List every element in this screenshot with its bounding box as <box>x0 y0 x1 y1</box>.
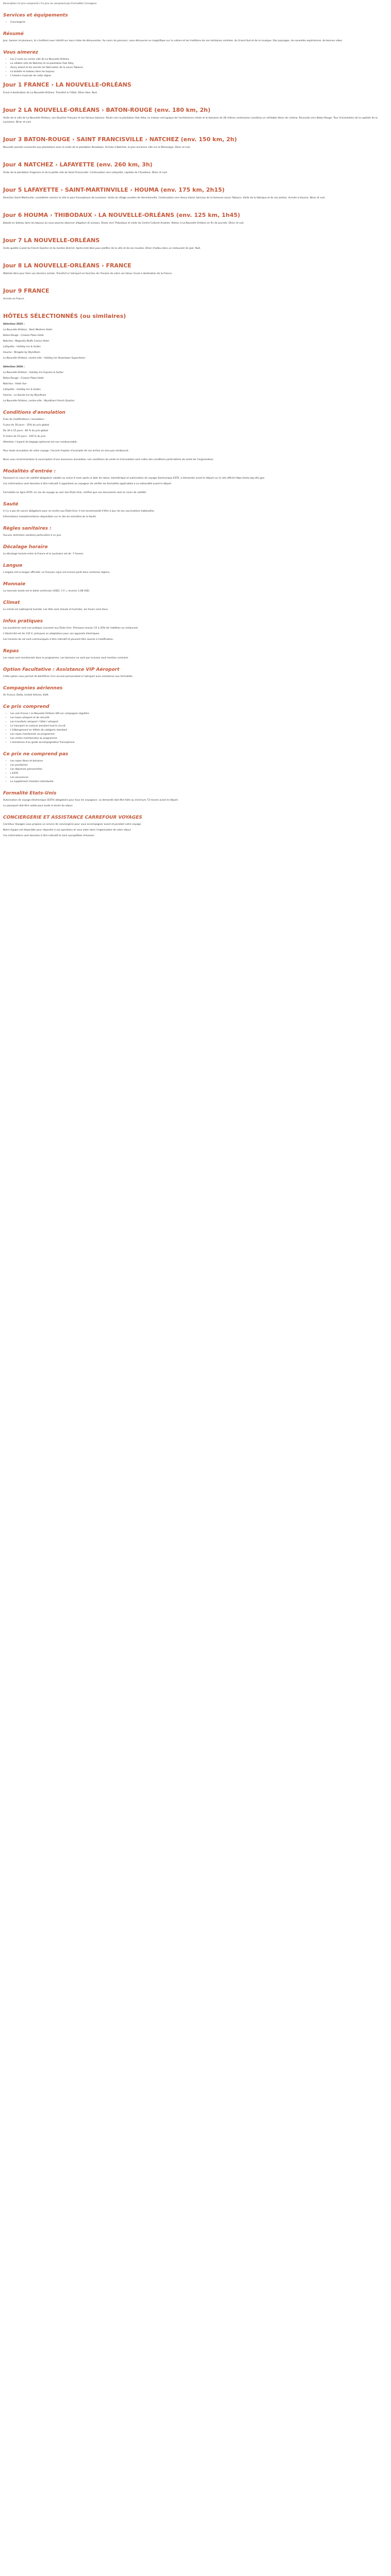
list-item: • Avery Island et les secrets de fabrication de la sauce Tabasco <box>10 66 382 70</box>
formalites-line: Ces informations sont données à titre indicatif. Il appartient au voyageur de vérifier les formalités applicables à sa nationalité avant le départ. <box>3 483 172 485</box>
list-item: • L'assistance d'un guide accompagnateur francophone <box>10 741 382 745</box>
compagnies-text: Air France, Delta, United Airlines, KLM. <box>3 694 49 697</box>
list-item: • Les repas mentionnés au programme <box>10 733 382 737</box>
day-2-text: Visite de la ville de La Nouvelle-Orléans, son Quartier Français et ses fameux balcons. Route vers la plantation Oak Alley. La maison est typique de l'architecture créole et le domaine de 28 chênes centenaires constitue un véritable décor de cinéma. Poursuite vers Baton-Rouge. Tour d'orientation de la capitale de la Louisiane. Dîner et nuit. <box>3 117 378 124</box>
day-6-text: Balade en bateau dans les bayous où vous pourrez observer alligators et oiseaux. Route vers Thibodaux et visite du Centre Culturel Acadien. Retour à La Nouvelle-Orléans en fin de journée. Dîner et nuit. <box>3 222 245 225</box>
conditions-line: À plus de 30 jours : 35% du prix global <box>3 424 50 427</box>
conditions-line: Attention, l'aspect de bagage optionnel est non remboursable. <box>3 441 78 444</box>
climat-text: Le climat est subtropical humide. Les étés sont chauds et humides, les hivers sont doux. <box>3 608 109 611</box>
hotels-group-2025: Sélection 2025 : <box>3 323 25 326</box>
vol-title: Option Facultative : Assistance VIP Aéroport <box>3 667 120 672</box>
list-item: • La célèbre ville de Natchez et sa plantation Oak Alley <box>10 62 382 66</box>
hotel-line: Lafayette : Holiday Inn & Suites <box>3 388 41 391</box>
hotel-line: Houma : Wingate by Wyndham <box>3 351 40 354</box>
day-3-title: Jour 3 BATON-ROUGE › SAINT FRANCISVILLE › NATCHEZ (env. 150 km, 2h) <box>3 136 237 143</box>
list-item: • Les pourboires <box>10 764 382 768</box>
hotel-line: Natchez : Hotel Vue <box>3 383 27 385</box>
hotel-line: La Nouvelle-Orléans, centre-ville : Wyndham French Quarter <box>3 400 75 402</box>
list-item: • L'ESTA <box>10 772 382 776</box>
document <box>0 0 385 838</box>
intro-line: Description Ce prix comprend / Ce prix ne comprend pas Formalités Consignes <box>3 3 97 5</box>
hotels-title: HÔTELS SÉLECTIONNÉS (ou similaires) <box>3 313 126 319</box>
decalage-title: Décalage horaire <box>3 545 48 550</box>
services-list <box>3 21 382 25</box>
list-item: • Conciergerie <box>10 21 382 25</box>
formalites-line: Passeport en cours de validité obligatoire valable au moins 6 mois après la date de retour, biométrique et autorisation de voyage électronique ESTA, à demander avant le départ sur le site officiel https://esta.cbp.dhs.gov. <box>3 477 265 480</box>
conciergerie-line: Ces informations sont données à titre indicatif et sont susceptibles d'évoluer. <box>3 835 95 837</box>
hotels-group-2026: Sélection 2026 : <box>3 366 25 368</box>
formalites-eu-title: Formalité Etats-Unis <box>3 791 57 796</box>
formalites-eu-line: Autorisation de voyage électronique (ESTA) obligatoire pour tous les voyageurs. La demande doit être faite au minimum 72 heures avant le départ. <box>3 799 178 802</box>
list-item: • Les repas libres et boissons <box>10 759 382 764</box>
day-4-title: Jour 4 NATCHEZ › LAFAYETTE (env. 260 km, 3h) <box>3 161 153 168</box>
infos-line: Les pourboires sont une pratique courante aux États-Unis. Prévoyez environ 15 à 20% de l'addition au restaurant. <box>3 627 139 630</box>
day-1-text: Envol à destination de La Nouvelle-Orléans. Transfert à l'hôtel. Dîner libre. Nuit. <box>3 92 97 94</box>
hotel-line: La Nouvelle-Orléans : Holiday Inn Express & Suites <box>3 371 63 374</box>
vol-text: Cette option vous permet de bénéficier d'un accueil personnalisé à l'aéroport avec assistance aux formalités. <box>3 675 134 678</box>
climat-title: Climat <box>3 600 20 605</box>
conditions-line: De 30 à 15 jours : 60 % du prix global <box>3 430 48 432</box>
langue-text: L'anglais est la langue officielle. Le français cajun est encore parlé dans certaines régions. <box>3 571 110 574</box>
conditions-line: Pour toute annulation de votre voyage, l'accord d'option d'acompte de vos arrhes ne sera pas remboursé. <box>3 450 129 452</box>
resume-title: Résumé <box>3 31 24 37</box>
conditions-line: À moins de 15 jours : 100 % du prix <box>3 435 46 438</box>
hotel-line: La Nouvelle-Orléans, centre-ville : Holiday Inn Downtown Superdome <box>3 357 85 360</box>
day-6-title: Jour 6 HOUMA › THIBODAUX › LA NOUVELLE-ORLÉANS (env. 125 km, 1h45) <box>3 212 240 218</box>
infos-line: L'électricité est de 110 V, prévoyez un adaptateur pour vos appareils électriques. <box>3 633 100 635</box>
hotel-line: Baton-Rouge : Crowne Plaza Hotel <box>3 334 44 337</box>
day-2-title: Jour 2 LA NOUVELLE-ORLÉANS › BATON-ROUGE (env. 180 km, 2h) <box>3 107 210 113</box>
conciergerie-title: CONCIERGERIE ET ASSISTANCE CARREFOUR VOYAGES <box>3 815 142 820</box>
compagnies-title: Compagnies aériennes <box>3 686 63 691</box>
prix-exclus-title: Ce prix ne comprend pas <box>3 752 69 757</box>
repas-title: Repas <box>3 649 19 654</box>
day-9-title: Jour 9 FRANCE <box>3 287 50 294</box>
reglement-title: Règles sanitaires : <box>3 526 52 531</box>
formalites-title: Modalités d'entrée : <box>3 469 56 474</box>
conciergerie-line: Carrefour Voyages vous propose un service de conciergerie pour vous accompagner avant et pendant votre voyage. <box>3 823 142 826</box>
conditions-line: Nous vous recommandons la souscription d'une assurance annulation. Les conditions de vente et d'annulation sont celles des conditions particulières de vente de l'organisateur. <box>3 459 214 461</box>
langue-title: Langue <box>3 563 23 568</box>
list-item: • Les vols France / La Nouvelle-Orléans A/R sur compagnie régulière <box>10 712 382 716</box>
list-item: • Les assurances <box>10 776 382 780</box>
list-item: • L'histoire musicale de cette région <box>10 74 382 78</box>
infos-title: Infos pratiques <box>3 619 43 624</box>
list-item: • Les taxes aéroport et de sécurité <box>10 716 382 720</box>
vous-aimerez-list <box>3 58 382 78</box>
day-5-title: Jour 5 LAFAYETTE › SAINT-MARTINVILLE › HOUMA (env. 175 km, 2h15) <box>3 187 225 193</box>
hotel-line: Houma : La Quinta Inn by Wyndham <box>3 394 46 397</box>
list-item: • Les visites mentionnées au programme <box>10 737 382 741</box>
day-9-text: Arrivée en France. <box>3 298 25 300</box>
day-1-title: Jour 1 FRANCE › LA NOUVELLE-ORLÉANS <box>3 81 132 88</box>
day-7-text: Visite guidée à pied du French Quarter et du Garden District. Après-midi libre pour profiter de la ville et de ses musées. Dîner d'adieu dans un restaurant de jazz. Nuit. <box>3 247 201 250</box>
hotel-line: Lafayette : Holiday Inn & Suites <box>3 346 41 348</box>
day-5-text: Direction Saint-Martinville, considérée comme la ville la plus francophone de Louisiane. Visite du village acadien de Vermilionville. Continuation vers Avery Island, berceau de la fameuse sauce Tabasco. Visite de la fabrique et de ses jardins. Arrivée à Houma. Dîner et nuit. <box>3 197 325 199</box>
day-4-text: Visite de la plantation Frogmore et de la petite ville de Saint Francisville. Continuation vers Lafayette, capitale de l'Acadiana. Dîner et nuit. <box>3 172 168 174</box>
repas-text: Les repas sont mentionnés dans le programme. Les boissons ne sont pas incluses sauf mention contraire. <box>3 657 129 659</box>
day-7-title: Jour 7 LA NOUVELLE-ORLÉANS <box>3 237 100 244</box>
hotel-line: Natchez : Magnolia Bluffs Casino Hotel <box>3 340 49 343</box>
list-item: • Les dépenses personnelles <box>10 768 382 772</box>
prix-inclus-title: Ce prix comprend <box>3 704 50 709</box>
vous-aimerez-title: Vous aimerez <box>3 50 38 55</box>
prix-inclus-list <box>3 712 382 745</box>
monnaie-text: La monnaie locale est le dollar américain (USD). 1 € = environ 1,08 USD. <box>3 590 90 592</box>
hotel-line: Baton-Rouge : Crowne Plaza Hotel <box>3 377 44 380</box>
conditions-line: Frais de modifications / annulation : <box>3 418 46 421</box>
sante-line: Informations complémentaires disponibles sur le site du ministère de la Santé. <box>3 516 96 518</box>
formalites-eu-line: Le passeport doit être valide pour toute la durée du séjour. <box>3 805 73 807</box>
list-item: • Les transferts aéroport / hôtel / aéroport <box>10 720 382 724</box>
decalage-text: Le décalage horaire entre la France et la Louisiane est de -7 heures. <box>3 553 84 555</box>
day-8-text: Matinée libre pour faire vos derniers achats. Transfert à l'aéroport en fonction de l'horaire de votre vol retour. Envol à destination de la France. <box>3 273 173 275</box>
prix-exclus-list <box>3 759 382 784</box>
conditions-title: Conditions d'annulation <box>3 410 66 415</box>
list-item: • L'hébergement en hôtels de catégorie standard <box>10 728 382 733</box>
list-item: • Les 2 nuits au centre ville de La Nouvelle-Orléans <box>10 58 382 62</box>
list-item: • La balade en bateau dans les bayous <box>10 70 382 74</box>
infos-line: Les horaires de vol sont communiqués à titre indicatif et peuvent être soumis à modification. <box>3 638 114 641</box>
list-item: • Le supplément chambre individuelle <box>10 780 382 784</box>
formalites-line: Formalités en ligne ESTA: en cas de voyage au sein des États-Unis, vérifiez que vos documents sont en cours de validité. <box>3 492 147 494</box>
services-title: Services et équipements <box>3 13 68 18</box>
day-8-title: Jour 8 LA NOUVELLE-ORLÉANS › FRANCE <box>3 262 132 269</box>
hotel-line: La Nouvelle-Orléans : Best Western Hotel <box>3 329 52 331</box>
reglement-text: Aucune restriction sanitaire particulière à ce jour. <box>3 534 62 537</box>
resume-text: Jour, baisser et plusieurs, ils s'arrêtent avec intérêt sur leurs miles de découvertes. Au cours du parcours, vous découvrez un magnifique sur la culture et les traditions de ces lointaines contrées, du Grand Sud et de la musique. Des paysages, de nouvelles expériences, de bonnes vibes. <box>3 40 343 42</box>
monnaie-title: Monnaie <box>3 582 26 587</box>
sante-line: Il n'y a pas de vaccin obligatoire pour se rendre aux États-Unis. Il est recommandé d'être à jour de ses vaccinations habituelles. <box>3 510 155 513</box>
list-item: • Le transport en autocar pendant tout le circuit <box>10 724 382 728</box>
day-3-text: Nouvelle journée consacrée aux plantations avec la visite de la plantation Rosedown. Arrivée à Natchez, la plus ancienne ville sur le Mississippi. Dîner et nuit. <box>3 146 191 149</box>
sante-title: Sauté <box>3 502 19 507</box>
conciergerie-line: Notre équipe est disponible pour répondre à vos questions et vous aider dans l'organisation de votre séjour. <box>3 829 132 832</box>
